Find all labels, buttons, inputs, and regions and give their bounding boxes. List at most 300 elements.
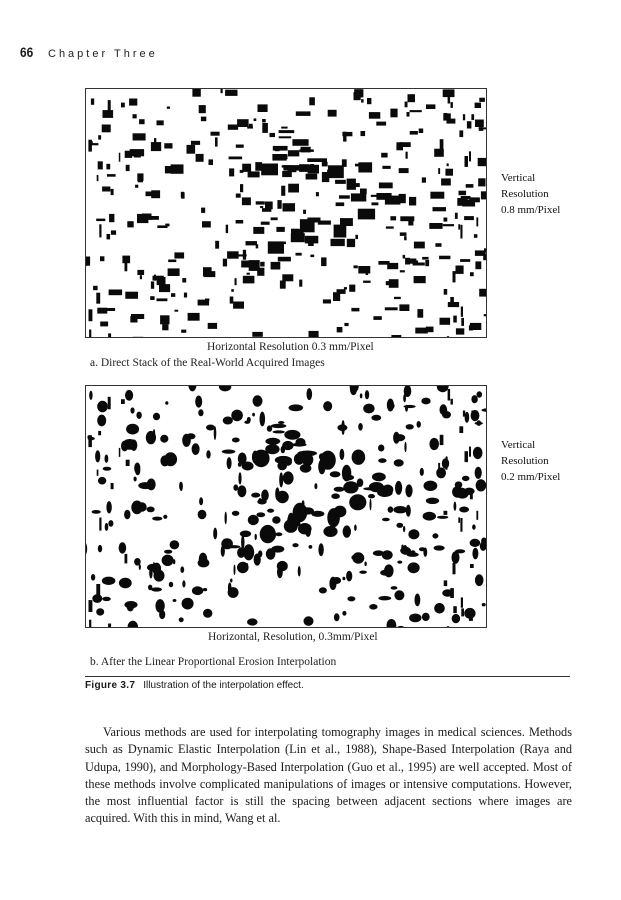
- image-speck: [121, 103, 125, 108]
- image-speck: [137, 270, 144, 275]
- image-speck: [191, 141, 200, 145]
- image-speck: [424, 481, 438, 491]
- image-speck: [334, 506, 347, 518]
- image-speck: [382, 518, 390, 522]
- image-speck: [97, 401, 108, 413]
- image-speck: [459, 507, 469, 513]
- image-speck: [470, 564, 474, 568]
- image-speck: [160, 315, 169, 324]
- image-speck: [438, 168, 440, 174]
- image-speck: [406, 152, 408, 159]
- image-speck: [372, 473, 386, 482]
- image-speck: [175, 310, 179, 312]
- image-speck: [426, 498, 439, 504]
- image-speck: [421, 398, 430, 405]
- image-speck: [322, 172, 329, 182]
- image-speck: [119, 578, 132, 589]
- image-speck: [96, 293, 100, 304]
- image-speck: [307, 218, 320, 223]
- image-speck: [371, 415, 381, 421]
- image-speck: [347, 596, 355, 601]
- image-speck: [284, 430, 300, 440]
- image-speck: [154, 275, 156, 281]
- image-speck: [363, 404, 374, 414]
- image-speck: [249, 260, 260, 271]
- image-speck: [249, 124, 253, 128]
- image-speck: [130, 316, 137, 322]
- image-speck: [429, 438, 439, 450]
- image-speck: [360, 393, 363, 398]
- image-speck: [147, 507, 155, 513]
- image-speck: [102, 597, 111, 601]
- image-speck: [238, 462, 242, 466]
- image-speck: [361, 131, 366, 136]
- image-speck: [150, 296, 154, 300]
- image-speck: [92, 510, 101, 514]
- image-speck: [380, 570, 391, 576]
- image-speck: [97, 470, 99, 476]
- image-speck: [298, 523, 312, 534]
- image-speck: [247, 273, 250, 275]
- image-speck: [458, 224, 460, 229]
- image-speck: [198, 510, 207, 519]
- image-speck: [129, 99, 137, 106]
- image-speck: [126, 165, 130, 171]
- image-speck: [387, 619, 397, 627]
- image-speck: [309, 331, 319, 337]
- image-speck: [100, 322, 108, 327]
- image-speck: [91, 99, 94, 105]
- image-speck: [378, 596, 391, 600]
- image-speck: [337, 327, 343, 332]
- image-speck: [408, 562, 420, 573]
- image-speck: [157, 277, 166, 285]
- image-speck: [261, 222, 270, 225]
- image-speck: [282, 171, 292, 177]
- image-speck: [376, 122, 386, 126]
- image-speck: [219, 386, 231, 391]
- image-speck: [228, 587, 239, 598]
- image-speck: [162, 555, 174, 566]
- image-speck: [140, 275, 142, 279]
- image-speck: [199, 497, 203, 505]
- image-speck: [460, 518, 462, 532]
- image-speck: [453, 563, 456, 574]
- image-speck: [475, 467, 482, 479]
- image-speck: [108, 624, 111, 628]
- image-speck: [187, 145, 196, 154]
- image-speck: [382, 550, 393, 559]
- image-speck: [199, 553, 208, 566]
- image-speck: [252, 413, 255, 417]
- image-speck: [445, 171, 447, 175]
- image-speck: [105, 455, 109, 463]
- image-speck: [396, 523, 403, 528]
- chapter-title: Chapter Three: [48, 48, 158, 60]
- image-speck: [452, 551, 460, 564]
- image-speck: [196, 154, 204, 162]
- image-speck: [447, 163, 449, 166]
- image-speck: [146, 192, 160, 197]
- image-speck: [342, 465, 351, 482]
- image-speck: [453, 316, 457, 323]
- image-speck: [342, 132, 352, 136]
- image-speck: [292, 139, 308, 146]
- image-speck: [423, 512, 436, 521]
- panel-b-vertical-label-line: Resolution: [501, 455, 549, 467]
- image-speck: [222, 450, 236, 454]
- image-speck: [410, 550, 415, 555]
- image-speck: [95, 450, 100, 462]
- image-speck: [414, 276, 426, 283]
- image-speck: [201, 208, 205, 213]
- image-speck: [230, 579, 232, 583]
- image-speck: [318, 543, 323, 556]
- image-speck: [261, 490, 269, 502]
- image-speck: [331, 239, 345, 246]
- image-speck: [235, 278, 237, 285]
- image-speck: [349, 285, 355, 292]
- image-speck: [310, 164, 314, 171]
- image-speck: [121, 399, 125, 404]
- image-speck: [298, 451, 318, 457]
- image-speck: [246, 241, 258, 245]
- image-speck: [242, 197, 251, 205]
- image-speck: [422, 613, 430, 621]
- image-speck: [346, 571, 352, 582]
- image-speck: [470, 491, 473, 499]
- image-speck: [136, 412, 141, 419]
- image-speck: [479, 289, 486, 297]
- image-speck: [240, 184, 243, 192]
- image-speck: [232, 438, 240, 443]
- image-speck: [265, 202, 273, 210]
- image-speck: [409, 197, 416, 206]
- image-speck: [134, 477, 137, 482]
- image-speck: [245, 563, 248, 566]
- image-speck: [482, 408, 487, 412]
- image-speck: [237, 547, 245, 558]
- body-paragraph: Various methods are used for interpolating tomography images in medical sciences. Methods such as Dynamic Elastic Interpolation (Lin et al., 1988), Shape-Based Interpolation (Raya and Udupa, 1990), and Morphology-Based Interpolation (Guo et al., 1995) are well accepted. Most of these methods involve complicated manipulations of images or intensive computations. However, the most influential factor is still the spacing between adjacent sections where images are acquired. With this in mind, Wang et al.: [85, 725, 572, 826]
- image-speck: [206, 450, 210, 458]
- image-speck: [395, 626, 407, 627]
- blob-pattern-a: [86, 89, 486, 337]
- image-speck: [302, 500, 305, 506]
- image-speck: [164, 550, 172, 554]
- image-speck: [371, 211, 373, 219]
- image-speck: [164, 452, 177, 466]
- image-speck: [450, 588, 454, 598]
- image-speck: [260, 206, 263, 208]
- image-speck: [400, 547, 411, 555]
- image-speck: [467, 121, 472, 128]
- image-speck: [396, 142, 403, 150]
- image-speck: [471, 395, 477, 403]
- image-speck: [433, 207, 447, 211]
- image-speck: [451, 102, 453, 108]
- image-speck: [182, 598, 194, 610]
- image-speck: [137, 502, 147, 512]
- image-speck: [439, 256, 450, 260]
- image-speck: [461, 318, 464, 326]
- image-speck: [281, 446, 286, 453]
- image-speck: [388, 506, 394, 512]
- image-speck: [276, 227, 284, 232]
- image-speck: [151, 587, 162, 591]
- image-speck: [436, 468, 446, 479]
- image-speck: [358, 266, 370, 274]
- image-speck: [260, 525, 276, 543]
- image-speck: [119, 448, 121, 457]
- image-speck: [127, 221, 133, 227]
- image-speck: [367, 98, 371, 104]
- image-speck: [102, 577, 116, 585]
- image-speck: [462, 476, 470, 481]
- image-speck: [296, 253, 302, 256]
- image-speck: [215, 137, 218, 146]
- image-speck: [369, 604, 377, 610]
- image-speck: [448, 389, 451, 401]
- image-speck: [214, 426, 217, 440]
- image-speck: [444, 409, 448, 416]
- image-speck: [215, 241, 219, 249]
- image-speck: [344, 323, 348, 326]
- image-speck: [355, 235, 358, 239]
- image-speck: [157, 120, 164, 125]
- image-speck: [347, 239, 355, 247]
- image-speck: [328, 110, 337, 117]
- image-speck: [211, 132, 220, 136]
- image-speck: [347, 179, 356, 190]
- image-speck: [271, 424, 287, 428]
- image-speck: [404, 442, 406, 452]
- image-speck: [437, 516, 448, 519]
- image-speck: [360, 189, 367, 195]
- image-speck: [385, 199, 401, 205]
- image-speck: [86, 259, 87, 267]
- image-speck: [283, 165, 300, 171]
- image-speck: [119, 153, 121, 162]
- image-speck: [169, 582, 173, 588]
- image-speck: [448, 92, 451, 104]
- image-speck: [291, 233, 305, 242]
- image-speck: [446, 456, 448, 460]
- image-speck: [167, 107, 170, 109]
- image-speck: [179, 617, 184, 622]
- image-speck: [162, 324, 168, 330]
- image-speck: [125, 390, 133, 401]
- image-speck: [228, 125, 238, 130]
- image-speck: [475, 422, 483, 425]
- image-speck: [133, 133, 146, 140]
- image-speck: [102, 187, 110, 192]
- panel-b-vertical-resolution: [501, 437, 560, 485]
- image-speck: [330, 471, 341, 477]
- image-speck: [255, 534, 257, 540]
- image-speck: [414, 242, 425, 249]
- image-speck: [325, 462, 329, 467]
- image-speck: [255, 162, 262, 171]
- image-speck: [213, 528, 217, 540]
- image-speck: [354, 525, 357, 531]
- image-speck: [423, 548, 427, 557]
- image-speck: [463, 114, 465, 120]
- image-speck: [192, 443, 200, 455]
- image-speck: [153, 413, 160, 420]
- image-speck: [366, 272, 369, 275]
- image-speck: [182, 580, 185, 587]
- image-speck: [390, 109, 397, 118]
- image-speck: [98, 135, 101, 139]
- image-speck: [139, 119, 145, 124]
- image-speck: [233, 484, 238, 490]
- image-speck: [278, 257, 291, 262]
- image-speck: [309, 545, 313, 549]
- image-speck: [227, 251, 239, 258]
- image-speck: [397, 561, 402, 564]
- image-speck: [198, 300, 210, 306]
- image-speck: [208, 323, 217, 329]
- image-speck: [391, 586, 398, 590]
- image-speck: [484, 314, 486, 316]
- image-speck: [223, 417, 233, 425]
- image-speck: [281, 127, 287, 129]
- image-speck: [434, 603, 445, 614]
- image-speck: [203, 609, 212, 618]
- image-speck: [181, 192, 184, 198]
- image-speck: [451, 399, 453, 405]
- image-speck: [447, 336, 449, 337]
- image-speck: [168, 268, 180, 276]
- image-speck: [377, 488, 393, 497]
- image-speck: [262, 119, 266, 122]
- image-speck: [160, 435, 168, 443]
- image-speck: [459, 191, 467, 196]
- image-speck: [475, 103, 481, 108]
- image-speck: [96, 219, 105, 222]
- image-speck: [323, 526, 337, 537]
- image-speck: [386, 281, 397, 285]
- image-speck: [260, 413, 264, 418]
- image-speck: [152, 517, 162, 521]
- image-speck: [434, 545, 445, 550]
- image-speck: [203, 267, 212, 276]
- image-speck: [342, 577, 345, 581]
- image-speck: [461, 608, 464, 616]
- image-speck: [242, 164, 251, 172]
- image-speck: [323, 401, 332, 411]
- image-speck: [135, 185, 138, 188]
- image-speck: [473, 447, 483, 459]
- image-speck: [332, 577, 341, 584]
- image-speck: [369, 112, 380, 119]
- image-speck: [279, 472, 283, 487]
- image-speck: [460, 259, 470, 262]
- image-speck: [429, 223, 442, 229]
- image-speck: [107, 174, 116, 177]
- image-speck: [98, 477, 106, 485]
- panel-a-subcaption: a. Direct Stack of the Real-World Acquired Images: [90, 357, 325, 369]
- image-speck: [465, 451, 469, 462]
- image-speck: [349, 494, 366, 510]
- image-speck: [305, 236, 319, 244]
- image-speck: [170, 540, 180, 549]
- image-speck: [359, 571, 367, 574]
- image-speck: [107, 308, 116, 311]
- image-speck: [484, 248, 486, 252]
- image-speck: [265, 438, 280, 445]
- image-speck: [426, 327, 434, 333]
- image-speck: [206, 425, 215, 431]
- image-speck: [192, 586, 203, 595]
- image-speck: [102, 125, 111, 133]
- image-speck: [270, 133, 276, 137]
- image-speck: [151, 216, 159, 220]
- image-speck: [336, 202, 345, 206]
- image-speck: [241, 261, 249, 268]
- image-speck: [119, 542, 127, 553]
- image-speck: [97, 175, 99, 181]
- image-speck: [370, 499, 372, 511]
- image-speck: [470, 272, 474, 276]
- image-speck: [405, 484, 412, 497]
- image-speck: [296, 111, 311, 116]
- image-speck: [86, 542, 87, 556]
- image-speck: [248, 515, 259, 525]
- image-speck: [126, 424, 139, 435]
- image-speck: [277, 200, 281, 209]
- image-speck: [410, 131, 418, 135]
- image-speck: [322, 162, 328, 167]
- image-speck: [267, 509, 274, 513]
- image-speck: [400, 270, 405, 272]
- image-speck: [472, 524, 476, 529]
- image-speck: [475, 261, 481, 269]
- image-speck: [192, 89, 200, 97]
- image-speck: [292, 543, 298, 547]
- image-speck: [180, 482, 183, 491]
- image-speck: [444, 511, 448, 515]
- image-speck: [471, 411, 474, 417]
- image-speck: [470, 539, 481, 547]
- image-speck: [479, 98, 485, 102]
- image-speck: [363, 281, 371, 283]
- image-speck: [318, 459, 325, 474]
- image-speck: [351, 308, 359, 312]
- image-speck: [387, 399, 394, 412]
- image-speck: [105, 523, 109, 531]
- image-speck: [472, 548, 478, 560]
- image-speck: [469, 616, 473, 621]
- image-speck: [279, 130, 295, 133]
- image-speck: [240, 170, 244, 173]
- image-speck: [281, 186, 285, 196]
- image-speck: [88, 435, 92, 447]
- image-speck: [306, 174, 318, 180]
- image-speck: [253, 227, 264, 234]
- image-speck: [242, 462, 254, 471]
- image-speck: [364, 562, 366, 567]
- image-speck: [307, 388, 313, 400]
- image-speck: [477, 391, 483, 397]
- image-speck: [163, 515, 167, 519]
- image-speck: [319, 453, 325, 460]
- image-speck: [452, 614, 460, 623]
- image-speck: [283, 471, 294, 484]
- image-speck: [164, 143, 172, 148]
- image-speck: [130, 149, 144, 156]
- image-speck: [271, 262, 281, 270]
